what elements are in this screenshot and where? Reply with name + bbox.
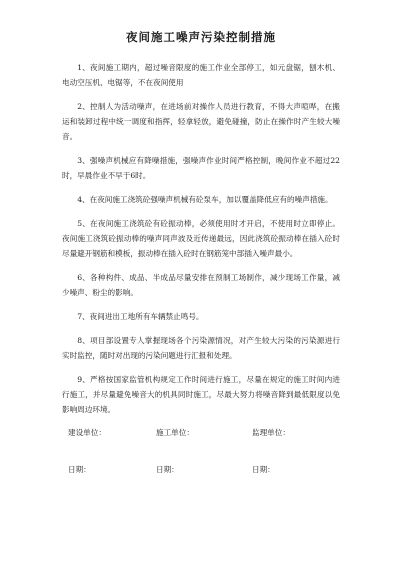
measure-paragraph-2: 2、控制人为活动噪声，在进场前对操作人员进行教育，不得大声喧哗，在搬运和装卸过程中统一调度和指挥，轻拿轻放，避免碰撞，防止在操作时产生较大噪音。	[62, 102, 340, 141]
document-title: 夜间施工噪声污染控制措施	[126, 30, 276, 44]
supervision-date-label: 日期：	[252, 465, 275, 474]
measure-paragraph-3: 3、强噪声机械应有降噪措施，强噪声作业时间严格控制，晚间作业不超过22时，早晨作业不早于6时。	[62, 156, 340, 180]
measure-paragraph-9: 9、严格按国家监管机构规定工作时间进行施工，尽量在规定的施工时间内进行施工，并尽量避免噪音大的机具同时施工，尽最大努力将噪音降到最低限度以免影响周边环境。	[62, 375, 340, 414]
measure-paragraph-6: 6、各种构件、成品、半成品尽量安排在预制工场制作，减少现场工作量，减少噪声、粉尘的影响。	[62, 273, 340, 297]
supervision-unit-label: 监理单位：	[252, 428, 290, 437]
construction-date-label: 日期：	[68, 465, 91, 474]
measure-paragraph-1: 1、夜间施工期内，超过噪音限度的施工作业全部停工，如元盘锯，刨木机、电动空压机、电锯等，不在夜间使用	[62, 63, 340, 87]
builder-date-label: 日期：	[156, 465, 179, 474]
measure-paragraph-4: 4、在夜间施工浇筑砼强噪声机械有砼泵车，加以覆盖降低应有的噪声措施。	[77, 195, 333, 204]
signature-units-row	[62, 427, 340, 439]
construction-unit-label: 建设单位：	[68, 428, 106, 437]
measure-paragraph-8: 8、项目部设置专人掌握现场各个污染源情况，对产生较大污染的污染源进行实时监控，随时对出现的污染问题进行汇报和处理。	[62, 336, 340, 360]
measure-paragraph-7: 7、夜间进出工地所有车辆禁止鸣号。	[77, 312, 204, 321]
signature-dates-row	[62, 464, 340, 476]
measure-paragraph-5: 5、在夜间施工浇筑砼有砼振动棒，必须使用时才开启，不使用时立即停止。夜间施工浇筑砼振动棒的噪声同声波及近传递最远，因此浇筑砼振动棒在插入砼时尽量避开钢筋和模板，振动棒在插入砼时在钢筋笼中部插入噪声最小。	[62, 219, 340, 258]
builder-unit-label: 施工单位：	[156, 428, 194, 437]
